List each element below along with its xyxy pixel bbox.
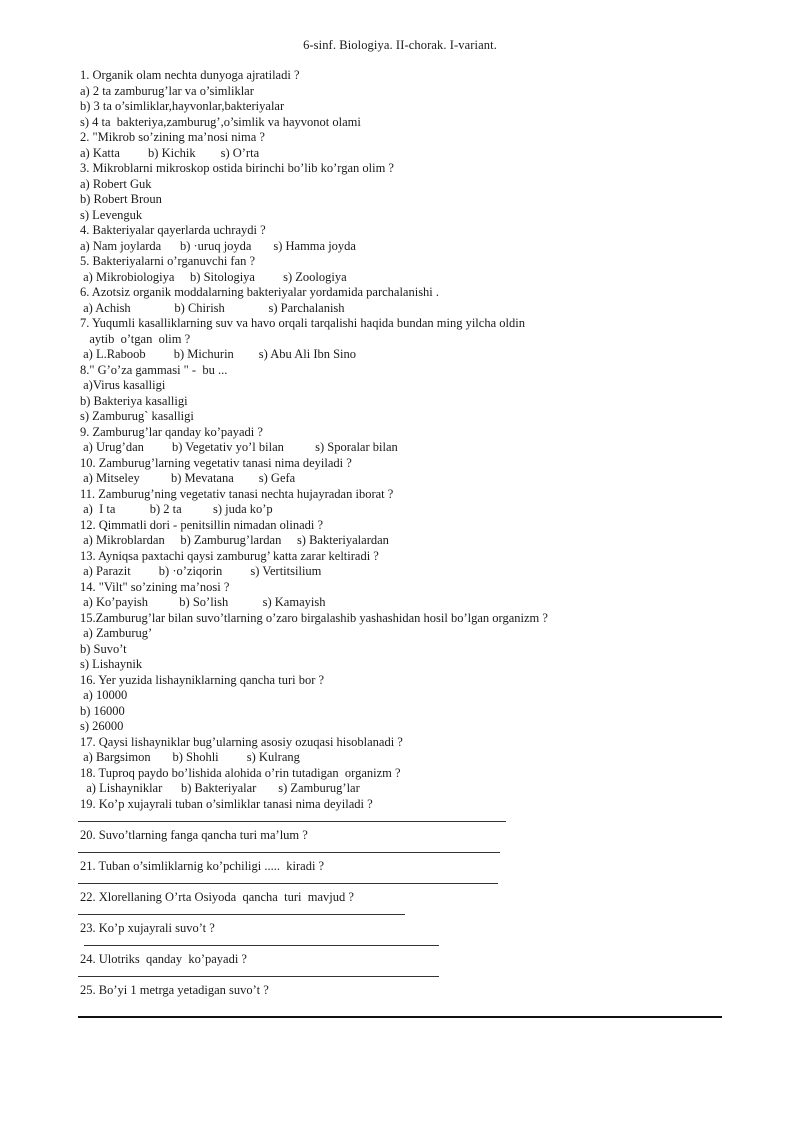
question-line: a) 10000 — [80, 688, 128, 702]
open-question-line: 24. Ulotriks qanday ko’payadi ? — [80, 951, 247, 966]
question-line: 2. "Mikrob so’zining ma’nosi nima ? — [80, 130, 265, 144]
answer-blank[interactable] — [80, 843, 730, 859]
open-question-line: 21. Tuban o’simliklarnig ko’pchiligi ..... kiradi ? — [80, 858, 325, 873]
question-line: aytib o’tgan olim ? — [80, 331, 191, 346]
question-line: 13. Ayniqsa paxtachi qaysi zamburug’ katta zarar keltiradi ? — [80, 548, 379, 563]
question-line: b) 3 ta o’simliklar,hayvonlar,bakteriyalar — [80, 99, 285, 113]
test-body — [80, 68, 730, 998]
question-line: a) Ko’payish b) So’lish s) Kamayish — [80, 595, 326, 609]
question-line: 12. Qimmatli dori - penitsillin nimadan olinadi ? — [80, 517, 324, 532]
question-line: 19. Ko’p xujayrali tuban o’simliklar tanasi nima deyiladi ? — [80, 796, 373, 811]
page-title: 6-sinf. Biologiya. II-chorak. I-variant. — [303, 38, 497, 52]
question-line: b) Robert Broun — [80, 192, 162, 206]
answer-blank[interactable] — [80, 967, 730, 983]
question-line: 3. Mikroblarni mikroskop ostida birinchi bo’lib ko’rgan olim ? — [80, 161, 394, 175]
question-line: s) Lishaynik — [80, 657, 143, 671]
answer-blank[interactable] — [80, 812, 730, 828]
question-line: s) Levenguk — [80, 207, 143, 222]
question-line: a) Robert Guk — [80, 176, 152, 191]
question-line: a) Mikrobiologiya b) Sitologiya s) Zoologiya — [80, 269, 347, 284]
question-line: a) I ta b) 2 ta s) juda ko’p — [80, 502, 273, 516]
open-question-line: 22. Xlorellaning O’rta Osiyoda qancha turi mavjud ? — [80, 889, 354, 904]
question-line: 14. "Vilt" so’zining ma’nosi ? — [80, 579, 230, 594]
answer-blank[interactable] — [80, 874, 730, 890]
answer-blank[interactable] — [80, 936, 730, 952]
question-line: 11. Zamburug’ning vegetativ tanasi nechta hujayradan iborat ? — [80, 486, 394, 501]
bottom-divider — [78, 1016, 722, 1018]
question-line: b) 16000 — [80, 703, 125, 718]
question-line: a) Lishayniklar b) Bakteriyalar s) Zamburug’lar — [80, 781, 360, 795]
question-line: 1. Organik olam nechta dunyoga ajratiladi ? — [80, 68, 300, 82]
question-line: 17. Qaysi lishayniklar bug’ularning asosiy ozuqasi hisoblanadi ? — [80, 734, 403, 749]
question-line: a) Nam joylarda b) ·uruq joyda s) Hamma joyda — [80, 238, 356, 253]
question-line: s) 4 ta bakteriya,zamburug’,o’simlik va hayvonot olami — [80, 114, 361, 129]
question-line: a) Bargsimon b) Shohli s) Kulrang — [80, 750, 300, 764]
question-line: 16. Yer yuzida lishayniklarning qancha turi bor ? — [80, 672, 325, 687]
question-line: a) Mitseley b) Mevatana s) Gefa — [80, 471, 296, 485]
question-line: 8." G’o’za gammasi " - bu ... — [80, 362, 228, 377]
question-line: b) Suvo’t — [80, 641, 127, 656]
question-line: 7. Yuqumli kasalliklarning suv va havo orqali tarqalishi haqida bundan ming yilcha oldin — [80, 316, 525, 330]
question-line: s) 26000 — [80, 719, 124, 733]
question-line: 18. Tuproq paydo bo’lishida alohida o’rin tutadigan organizm ? — [80, 765, 401, 780]
question-line: a) Zamburug’ — [80, 626, 153, 640]
open-question-line: 25. Bo’yi 1 metrga yetadigan suvo’t ? — [80, 982, 269, 997]
question-line: a) Katta b) Kichik s) O’rta — [80, 145, 260, 160]
question-line: 10. Zamburug’larning vegetativ tanasi nima deyiladi ? — [80, 455, 352, 470]
question-line: s) Zamburug` kasalligi — [80, 409, 194, 423]
question-line: a) Parazit b) ·o’ziqorin s) Vertitsilium — [80, 564, 322, 578]
question-line: 9. Zamburug’lar qanday ko’payadi ? — [80, 424, 263, 439]
question-line: a) Urug’dan b) Vegetativ yo’l bilan s) Sporalar bilan — [80, 440, 398, 454]
question-line: a) L.Raboob b) Michurin s) Abu Ali Ibn Sino — [80, 347, 357, 361]
question-line: 15.Zamburug’lar bilan suvo’tlarning o’zaro birgalashib yashashidan hosil bo’lgan organizm ? — [80, 610, 548, 625]
question-line: 4. Bakteriyalar qayerlarda uchraydi ? — [80, 223, 266, 237]
question-line: 6. Azotsiz organik moddalarning bakteriyalar yordamida parchalanishi . — [80, 285, 440, 299]
question-line: 5. Bakteriyalarni o’rganuvchi fan ? — [80, 254, 256, 268]
question-line: b) Bakteriya kasalligi — [80, 393, 188, 408]
question-line: a)Virus kasalligi — [80, 378, 166, 392]
question-line: a) Achish b) Chirish s) Parchalanish — [80, 300, 345, 315]
open-question-line: 20. Suvo’tlarning fanga qancha turi ma’lum ? — [80, 827, 308, 842]
question-line: a) 2 ta zamburug’lar va o’simliklar — [80, 83, 254, 98]
answer-blank[interactable] — [80, 905, 730, 921]
open-question-line: 23. Ko’p xujayrali suvo’t ? — [80, 920, 215, 935]
question-line: a) Mikroblardan b) Zamburug’lardan s) Bakteriyalardan — [80, 533, 389, 547]
